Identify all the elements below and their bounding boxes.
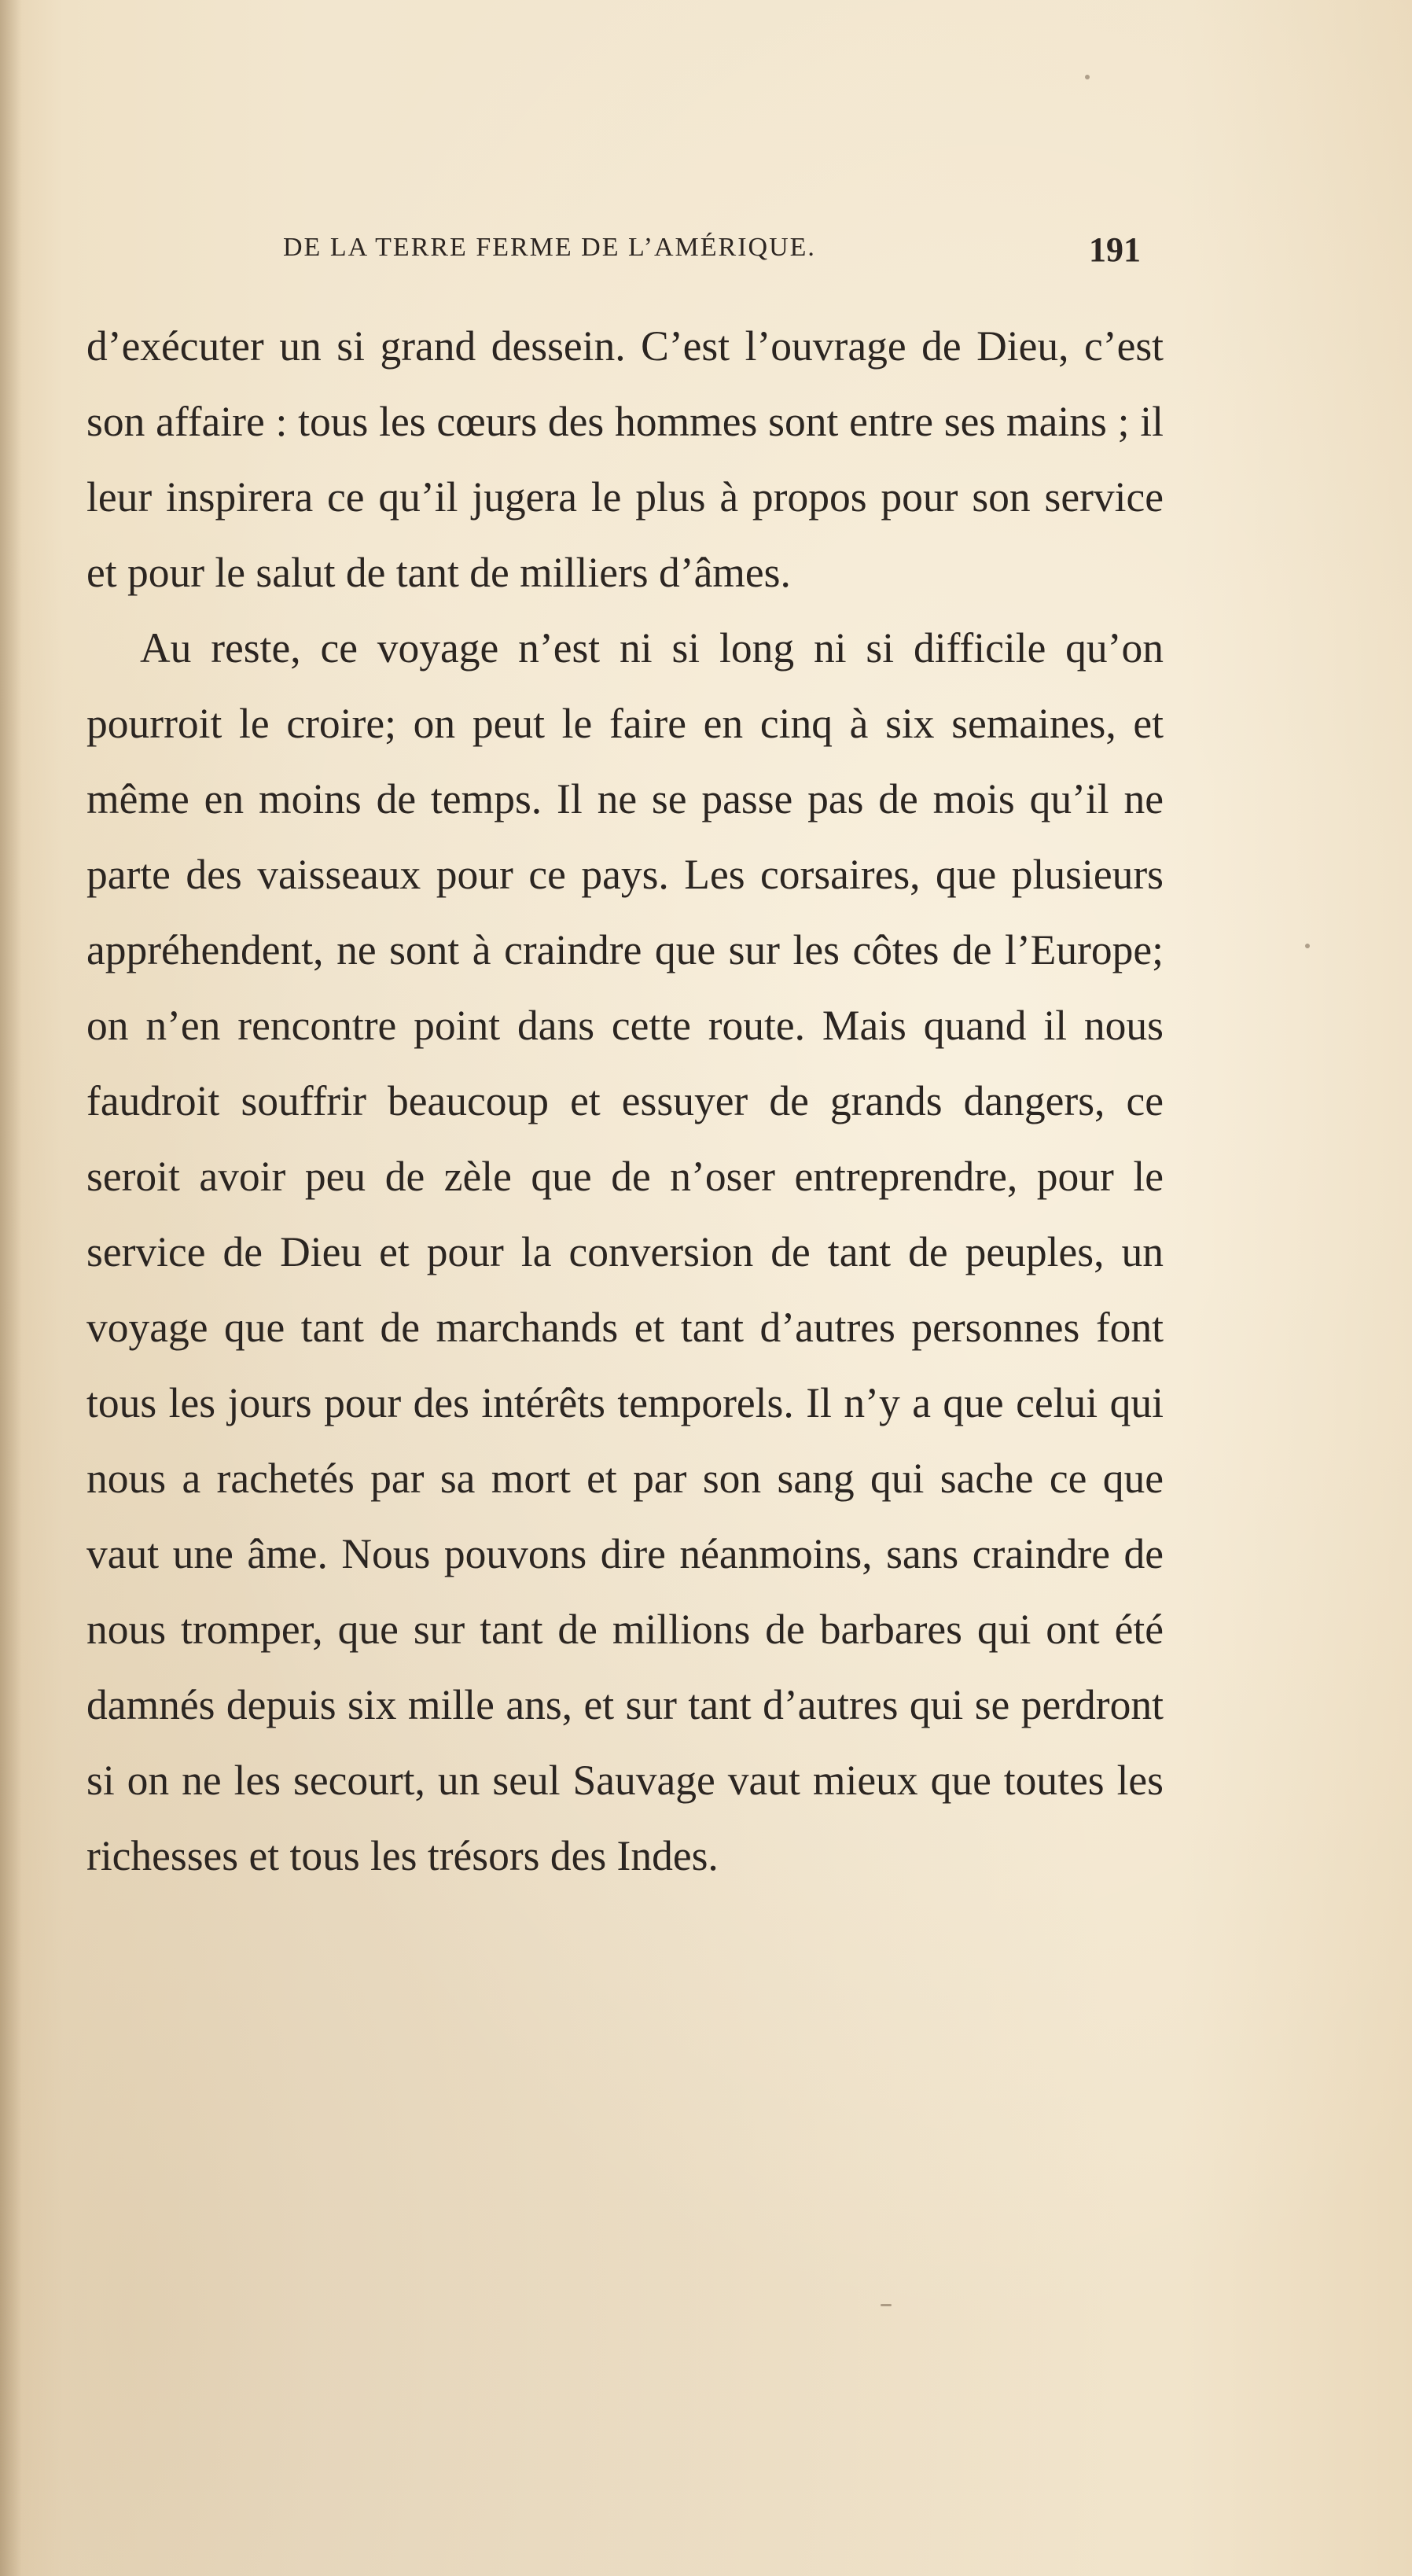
- page-number: 191: [1089, 230, 1141, 269]
- page-body: [86, 308, 1164, 1893]
- paragraph-continuation: d’exécuter un si grand dessein. C’est l’ouvrage de Dieu, c’est son affaire : tous les cœurs des hommes sont entre ses mains ; il leur inspirera ce qu’il jugera le plus à propos pour son service et pour le salut de tant de milliers d’âmes.: [86, 322, 1164, 596]
- paper-speck: [881, 2304, 892, 2306]
- running-header-title: DE LA TERRE FERME DE L’AMÉRIQUE.: [283, 233, 816, 262]
- paragraph: Au reste, ce voyage n’est ni si long ni si difficile qu’on pourroit le croire; on peut le faire en cinq à six semaines, et même en moins de temps. Il ne se passe pas de mois qu’il ne parte des vaisseaux pour ce pays. Les corsaires, que plusieurs appréhendent, ne sont à craindre que sur les côtes de l’Europe; on n’en rencontre point dans cette route. Mais quand il nous faudroit souffrir beaucoup et essuyer de grands dangers, ce seroit avoir peu de zèle que de n’oser entreprendre, pour le service de Dieu et pour la conversion de tant de peuples, un voyage que tant de marchands et tant d’autres personnes font tous les jours pour des intérêts temporels. Il n’y a que celui qui nous a rachetés par sa mort et par son sang qui sache ce que vaut une âme. Nous pouvons dire néanmoins, sans craindre de nous tromper, que sur tant de millions de barbares qui ont été damnés depuis six mille ans, et sur tant d’autres qui se perdront si on ne les secourt, un seul Sauvage vaut mieux que toutes les richesses et tous les trésors des Indes.: [86, 624, 1164, 1879]
- gutter-shadow: [0, 0, 22, 2576]
- paper-speck: [1305, 944, 1310, 948]
- paper-speck: [1085, 75, 1090, 79]
